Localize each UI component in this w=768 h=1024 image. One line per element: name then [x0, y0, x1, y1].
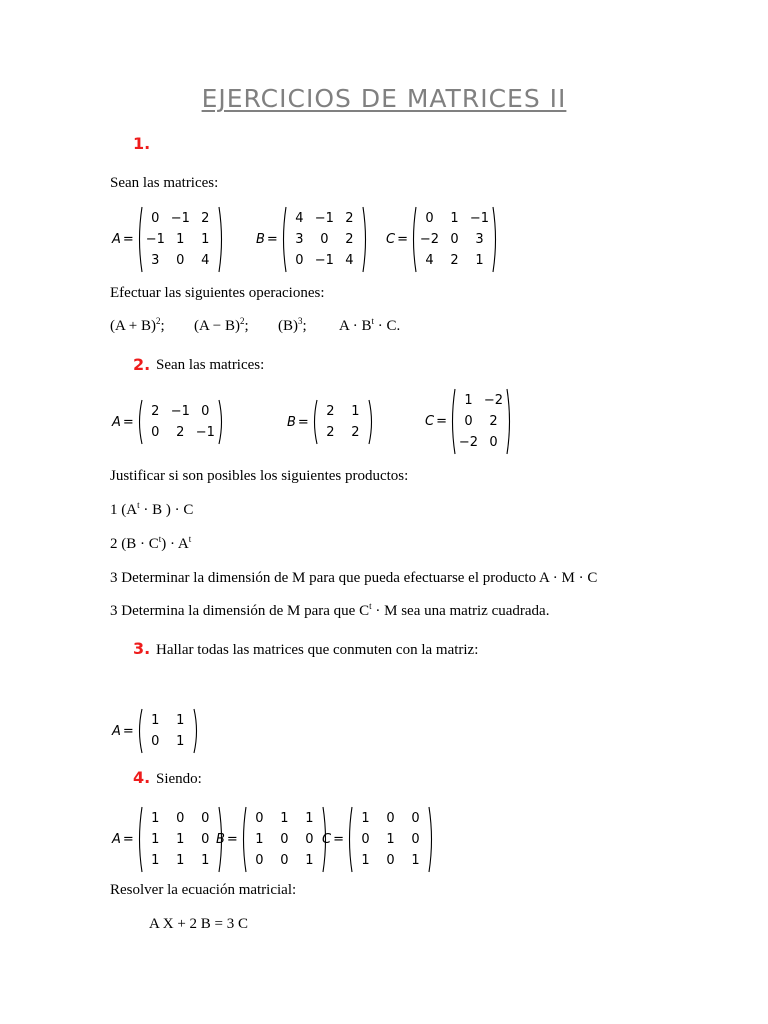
- right-paren-icon: [362, 206, 369, 273]
- matrix-cell: 0: [280, 832, 289, 847]
- matrix-cell: 0: [386, 811, 395, 826]
- operation-2-end: ;: [244, 318, 249, 334]
- exercise-1-instruction: Efectuar las siguientes operaciones:: [110, 285, 325, 301]
- matrix-cell: 1: [176, 734, 185, 749]
- matrix-cell: 1: [151, 811, 160, 826]
- matrix-cell: 0: [255, 853, 264, 868]
- matrix-cell: 0: [425, 211, 434, 226]
- exercise-2-intro: Sean las matrices:: [156, 357, 265, 373]
- item-1-exponent: t: [137, 500, 140, 510]
- exercise-1-intro: Sean las matrices:: [110, 175, 219, 191]
- left-paren-icon: [280, 206, 287, 273]
- matrix-cell: 0: [411, 811, 420, 826]
- exercise-2-instruction: Justificar si son posibles los siguientes productos:: [110, 468, 409, 484]
- matrix-cell: −1: [195, 425, 215, 440]
- right-paren-icon: [218, 206, 225, 273]
- matrix-cell: 0: [255, 811, 264, 826]
- matrix-cell: 0: [320, 232, 329, 247]
- operation-2: [194, 318, 249, 335]
- matrix-cell: 1: [305, 853, 314, 868]
- ex4-matrix-a: [112, 806, 225, 873]
- operation-4-exponent: t: [371, 316, 375, 326]
- matrix-cell: 3: [151, 253, 160, 268]
- equals-sign: =: [122, 232, 134, 247]
- matrix-grid: [143, 208, 218, 271]
- operation-1: [110, 318, 165, 335]
- matrix-name: C: [386, 232, 396, 247]
- ex1-matrix-c: [386, 206, 499, 273]
- operation-1-base: (A + B): [110, 318, 156, 334]
- operation-4: [339, 318, 400, 335]
- matrix-cell: 2: [326, 404, 335, 419]
- operation-4-base: A · B: [339, 318, 372, 334]
- matrix-cell: 1: [176, 232, 185, 247]
- right-paren-icon: [218, 399, 225, 445]
- operation-4-end: · C.: [374, 318, 401, 334]
- matrix-grid: [143, 401, 218, 443]
- matrix-cell: 2: [489, 414, 498, 429]
- exercise-2-number: 2.: [133, 355, 151, 374]
- exercise-2-item-1: [110, 502, 193, 519]
- equals-sign: =: [397, 232, 408, 247]
- matrix-grid: [353, 808, 428, 871]
- matrix-cell: 0: [386, 853, 395, 868]
- matrix-cell: 0: [305, 832, 314, 847]
- operation-2-exponent: 2: [239, 316, 245, 326]
- matrix-cell: 3: [295, 232, 304, 247]
- ex1-matrix-b: [256, 206, 369, 273]
- matrix-cell: 0: [201, 404, 210, 419]
- matrix-name: C: [322, 832, 332, 847]
- matrix-grid: [143, 710, 193, 752]
- ex2-matrix-a: [112, 399, 225, 445]
- matrix-name: C: [425, 414, 435, 429]
- exercise-2-item-3: 3 Determinar la dimensión de M para que pueda efectuarse el producto A · M · C: [110, 570, 598, 586]
- equals-sign: =: [122, 414, 134, 430]
- matrix-cell: 1: [176, 853, 185, 868]
- operation-3-exponent: 3: [298, 316, 303, 326]
- right-paren-icon: [492, 206, 499, 273]
- matrix-cell: 0: [151, 425, 160, 440]
- operation-3-base: (B): [278, 318, 298, 334]
- ex4-matrix-b: [216, 806, 332, 873]
- matrix-cell: 1: [151, 832, 160, 847]
- matrix-cell: 0: [280, 853, 289, 868]
- item-2-exponent-2: t: [188, 534, 192, 544]
- matrix-name: B: [256, 232, 265, 247]
- page-title: EJERCICIOS DE MATRICES II: [201, 84, 567, 113]
- ex4-matrix-c: [322, 806, 435, 873]
- matrix-grid: [456, 390, 506, 453]
- matrix-cell: −1: [314, 211, 334, 226]
- matrix-grid: [417, 208, 492, 271]
- matrix-cell: 2: [345, 232, 354, 247]
- matrix-cell: −1: [170, 404, 190, 419]
- matrix-cell: −2: [483, 393, 504, 408]
- matrix-cell: 1: [386, 832, 395, 847]
- matrix-grid: [318, 401, 368, 443]
- matrix-cell: 0: [295, 253, 304, 268]
- matrix-cell: 1: [411, 853, 420, 868]
- item-2-middle: ) · A: [161, 536, 189, 552]
- right-paren-icon: [368, 399, 375, 445]
- matrix-cell: −2: [419, 232, 440, 247]
- ex2-matrix-c: [425, 388, 513, 455]
- matrix-cell: 0: [201, 811, 210, 826]
- matrix-cell: −1: [469, 211, 490, 226]
- exercise-2-item-4: [110, 603, 549, 620]
- matrix-name: A: [112, 414, 121, 430]
- matrix-cell: 4: [425, 253, 434, 268]
- matrix-cell: 0: [151, 211, 160, 226]
- matrix-cell: −1: [170, 211, 190, 226]
- exercise-4-instruction: Resolver la ecuación matricial:: [110, 882, 297, 898]
- left-paren-icon: [449, 388, 456, 455]
- left-paren-icon: [136, 206, 143, 273]
- item-4-exponent: t: [369, 601, 372, 611]
- equals-sign: =: [266, 232, 278, 247]
- ex3-matrix-a: [112, 708, 200, 754]
- matrix-cell: 1: [201, 853, 210, 868]
- operation-2-base: (A − B): [194, 318, 240, 334]
- matrix-grid: [287, 208, 362, 271]
- matrix-cell: 0: [450, 232, 459, 247]
- right-paren-icon: [428, 806, 435, 873]
- matrix-cell: 1: [280, 811, 289, 826]
- operation-3: [278, 318, 307, 335]
- exercise-4-intro: Siendo:: [156, 771, 202, 787]
- equals-sign: =: [436, 414, 447, 429]
- operation-1-end: ;: [160, 318, 165, 334]
- exercise-3-intro: Hallar todas las matrices que conmuten con la matriz:: [156, 642, 479, 658]
- item-4-end: · M sea una matriz cuadrada.: [371, 603, 550, 619]
- matrix-cell: 1: [255, 832, 264, 847]
- matrix-cell: 1: [176, 832, 185, 847]
- matrix-cell: 1: [475, 253, 484, 268]
- matrix-cell: 2: [345, 211, 354, 226]
- matrix-cell: 1: [151, 853, 160, 868]
- matrix-cell: 1: [450, 211, 459, 226]
- matrix-cell: 1: [464, 393, 473, 408]
- right-paren-icon: [193, 708, 200, 754]
- matrix-cell: 2: [351, 425, 360, 440]
- matrix-cell: 1: [305, 811, 314, 826]
- equals-sign: =: [297, 414, 309, 430]
- item-2-start: 2 (B · C: [110, 536, 159, 552]
- item-1-start: 1 (A: [110, 502, 138, 518]
- operation-1-exponent: 2: [155, 316, 161, 326]
- matrix-cell: 0: [176, 811, 185, 826]
- matrix-cell: 4: [201, 253, 210, 268]
- matrix-grid: [143, 808, 218, 871]
- matrix-cell: 0: [151, 734, 160, 749]
- matrix-cell: 1: [176, 713, 185, 728]
- equals-sign: =: [226, 832, 238, 847]
- exercise-2-item-2: [110, 536, 191, 553]
- matrix-cell: 2: [201, 211, 210, 226]
- matrix-cell: 0: [361, 832, 370, 847]
- exercise-3-number: 3.: [133, 639, 151, 658]
- item-1-end: · B ) · C: [139, 502, 194, 518]
- item-4-start: 3 Determina la dimensión de M para que C: [110, 603, 370, 619]
- matrix-cell: 0: [464, 414, 473, 429]
- left-paren-icon: [240, 806, 247, 873]
- matrix-cell: 4: [295, 211, 304, 226]
- matrix-name: B: [216, 832, 225, 847]
- matrix-cell: 2: [151, 404, 160, 419]
- left-paren-icon: [346, 806, 353, 873]
- matrix-cell: 1: [151, 713, 160, 728]
- left-paren-icon: [410, 206, 417, 273]
- matrix-cell: 2: [176, 425, 185, 440]
- matrix-name: A: [112, 232, 121, 247]
- equals-sign: =: [122, 832, 134, 847]
- exercise-1-number: 1.: [133, 134, 151, 153]
- left-paren-icon: [136, 399, 143, 445]
- matrix-equation: A X + 2 B = 3 C: [149, 916, 249, 932]
- operation-3-end: ;: [302, 318, 307, 334]
- matrix-cell: 1: [351, 404, 360, 419]
- item-2-exponent: t: [158, 534, 162, 544]
- matrix-cell: 3: [475, 232, 484, 247]
- matrix-cell: 1: [361, 853, 370, 868]
- matrix-name: A: [112, 723, 121, 739]
- matrix-cell: 4: [345, 253, 354, 268]
- left-paren-icon: [136, 708, 143, 754]
- left-paren-icon: [136, 806, 143, 873]
- matrix-cell: −1: [145, 232, 165, 247]
- matrix-name: B: [287, 414, 296, 430]
- matrix-cell: 0: [489, 435, 498, 450]
- matrix-cell: 0: [176, 253, 185, 268]
- matrix-cell: 2: [450, 253, 459, 268]
- equals-sign: =: [122, 723, 134, 739]
- matrix-cell: 0: [411, 832, 420, 847]
- ex2-matrix-b: [287, 399, 375, 445]
- matrix-cell: −1: [314, 253, 334, 268]
- exercise-4-number: 4.: [133, 768, 151, 787]
- matrix-name: A: [112, 832, 121, 847]
- ex1-matrix-a: [112, 206, 225, 273]
- right-paren-icon: [506, 388, 513, 455]
- matrix-cell: 0: [201, 832, 210, 847]
- matrix-cell: −2: [458, 435, 479, 450]
- matrix-grid: [247, 808, 322, 871]
- matrix-cell: 1: [361, 811, 370, 826]
- left-paren-icon: [311, 399, 318, 445]
- matrix-cell: 1: [201, 232, 210, 247]
- matrix-cell: 2: [326, 425, 335, 440]
- equals-sign: =: [333, 832, 344, 847]
